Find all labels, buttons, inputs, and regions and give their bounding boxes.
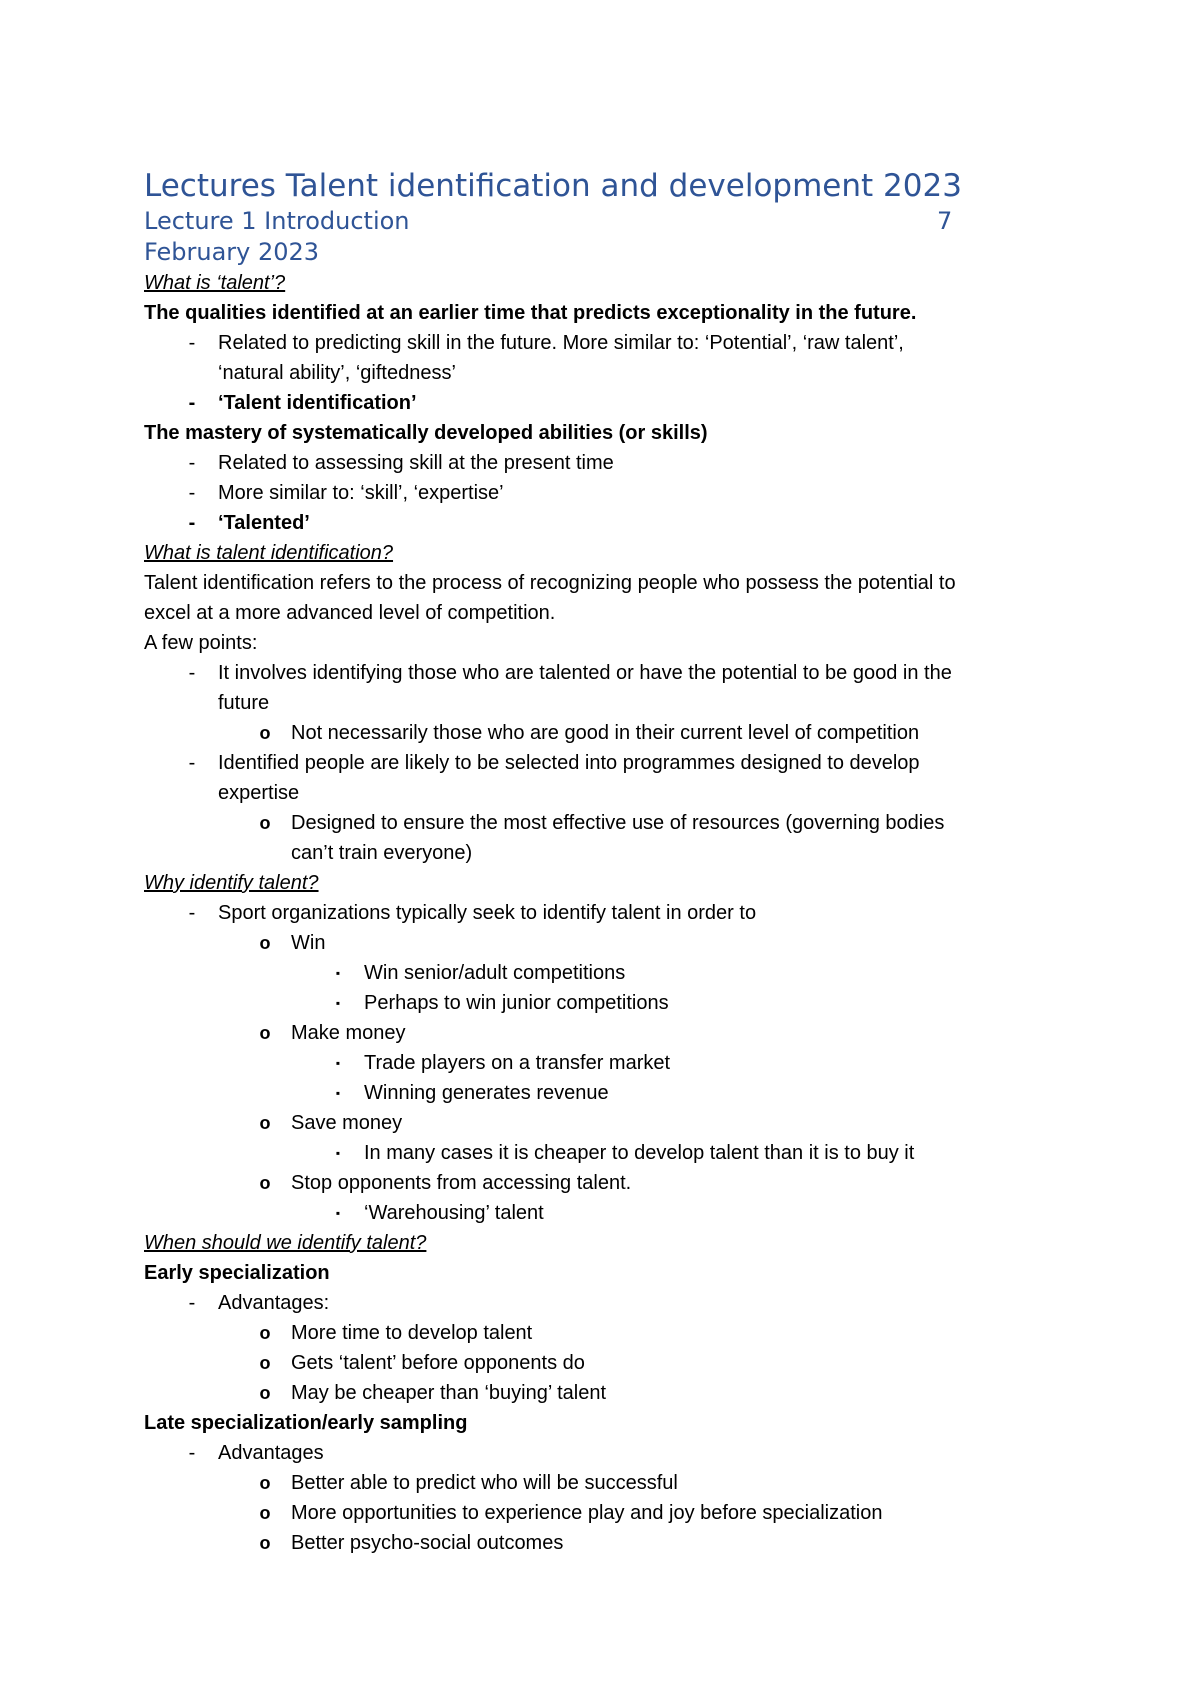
list-item: - Related to predicting skill in the future. More similar to: ‘Potential’, ‘raw talent’, (144, 328, 1064, 358)
square-bullet: ▪ (335, 1056, 341, 1070)
paragraph-line: excel at a more advanced level of competition. (144, 602, 556, 624)
subheading-late-specialization: Late specialization/early sampling (144, 1412, 468, 1434)
lecture-heading (144, 206, 1064, 237)
list-item: - Identified people are likely to be selected into programmes designed to develop (144, 748, 1064, 778)
list-item: ▪ In many cases it is cheaper to develop talent than it is to buy it (144, 1138, 1064, 1168)
circle-bullet: o (259, 1533, 271, 1553)
dash-bullet: - (188, 452, 196, 474)
list-item: - It involves identifying those who are talented or have the potential to be good in the (144, 658, 1064, 688)
list-item: o Stop opponents from accessing talent. (144, 1168, 1064, 1198)
circle-bullet: o (259, 1173, 271, 1193)
list-item: o May be cheaper than ‘buying’ talent (144, 1378, 1064, 1408)
definition-mastery: The mastery of systematically developed abilities (or skills) (144, 422, 708, 444)
list-item: ▪ Winning generates revenue (144, 1078, 1064, 1108)
definition-potential: The qualities identified at an earlier time that predicts exceptionality in the future. (144, 302, 917, 324)
square-bullet: ▪ (335, 1206, 341, 1220)
list-item: o Save money (144, 1108, 1064, 1138)
circle-bullet: o (259, 723, 271, 743)
dash-bullet: - (188, 902, 196, 924)
list-item: - Advantages (144, 1438, 1064, 1468)
lecture-heading-text: Lecture 1 Introduction (144, 207, 410, 235)
list-item: - ‘Talented’ (144, 508, 1064, 538)
document-body (144, 166, 1064, 1558)
list-item: - Sport organizations typically seek to identify talent in order to (144, 898, 1064, 928)
section-heading-what-is-ti: What is talent identification? (144, 542, 394, 564)
section-heading-what-is-talent: What is ‘talent’? (144, 272, 286, 294)
dash-bullet: - (188, 1292, 196, 1314)
paragraph-line: A few points: (144, 632, 258, 654)
circle-bullet: o (259, 1023, 271, 1043)
circle-bullet: o (259, 1323, 271, 1343)
dash-bullet: - (188, 662, 196, 684)
list-item-continuation: future (218, 692, 270, 714)
list-item: o Not necessarily those who are good in their current level of competition (144, 718, 1064, 748)
circle-bullet: o (259, 933, 271, 953)
list-item: ▪ Win senior/adult competitions (144, 958, 1064, 988)
dash-bullet: - (188, 1442, 196, 1464)
square-bullet: ▪ (335, 966, 341, 980)
lecture-date-month: February 2023 (144, 238, 320, 266)
section-heading-when: When should we identify talent? (144, 1232, 427, 1254)
circle-bullet: o (259, 813, 271, 833)
list-item: o More time to develop talent (144, 1318, 1064, 1348)
list-item: ▪ Trade players on a transfer market (144, 1048, 1064, 1078)
list-item: ▪ Perhaps to win junior competitions (144, 988, 1064, 1018)
dash-bullet: - (188, 332, 196, 354)
list-item: o Designed to ensure the most effective use of resources (governing bodies (144, 808, 1064, 838)
list-item-continuation: expertise (218, 782, 300, 804)
circle-bullet: o (259, 1503, 271, 1523)
square-bullet: ▪ (335, 996, 341, 1010)
list-item: - ‘Talent identification’ (144, 388, 1064, 418)
list-item: o Better psycho-social outcomes (144, 1528, 1064, 1558)
list-item-continuation: can’t train everyone) (291, 842, 473, 864)
list-item: o Win (144, 928, 1064, 958)
circle-bullet: o (259, 1473, 271, 1493)
list-item: o Better able to predict who will be successful (144, 1468, 1064, 1498)
list-item-continuation: ‘natural ability’, ‘giftedness’ (218, 362, 456, 384)
list-item: o Make money (144, 1018, 1064, 1048)
list-item: o More opportunities to experience play and joy before specialization (144, 1498, 1064, 1528)
list-item: - Advantages: (144, 1288, 1064, 1318)
circle-bullet: o (259, 1113, 271, 1133)
paragraph-line: Talent identification refers to the process of recognizing people who possess the potential to (144, 572, 956, 594)
dash-bullet: - (188, 512, 196, 534)
lecture-date-day: 7 (937, 207, 953, 235)
list-item: - Related to assessing skill at the present time (144, 448, 1064, 478)
subheading-early-specialization: Early specialization (144, 1262, 330, 1284)
square-bullet: ▪ (335, 1146, 341, 1160)
dash-bullet: - (188, 392, 196, 414)
list-item: o Gets ‘talent’ before opponents do (144, 1348, 1064, 1378)
list-item: ▪ ‘Warehousing’ talent (144, 1198, 1064, 1228)
dash-bullet: - (188, 752, 196, 774)
section-heading-why: Why identify talent? (144, 872, 319, 894)
square-bullet: ▪ (335, 1086, 341, 1100)
circle-bullet: o (259, 1383, 271, 1403)
dash-bullet: - (188, 482, 196, 504)
document-title: Lectures Talent identification and development 2023 (144, 168, 962, 204)
list-item: - More similar to: ‘skill’, ‘expertise’ (144, 478, 1064, 508)
circle-bullet: o (259, 1353, 271, 1373)
